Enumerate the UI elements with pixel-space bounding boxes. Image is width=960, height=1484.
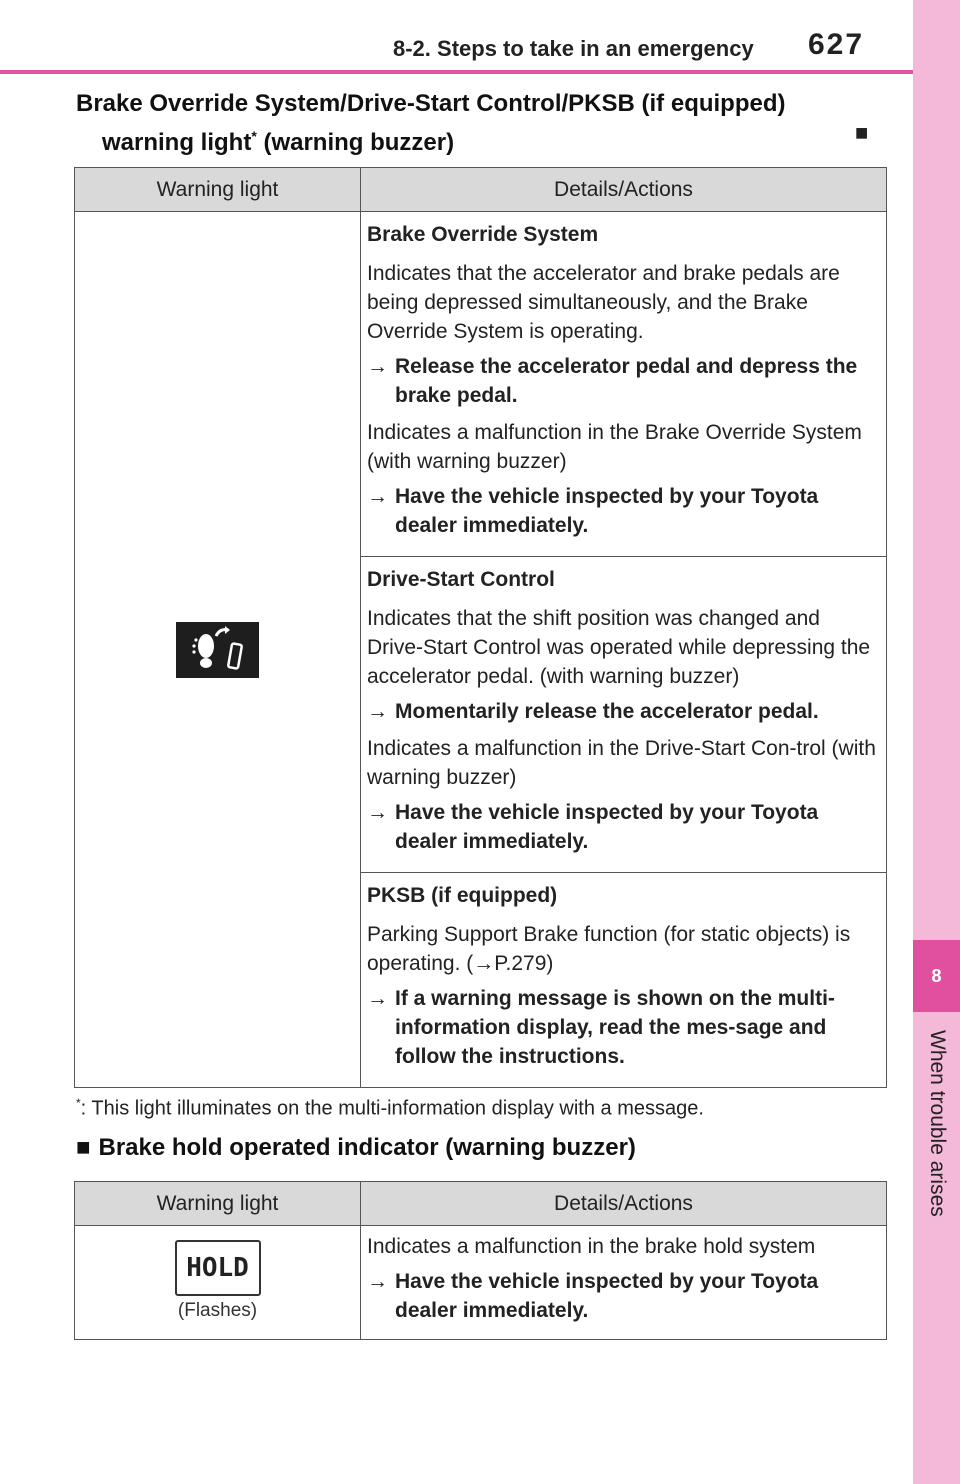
details-brake-override: Brake Override System Indicates that the accelerator and brake pedals are being depressed simultaneously, and the Brake Override System is operating. → Release the accelerator pedal and depress the brake pedal. Indicates a malfunction in the Brake Override System (with warning buzzer) → Have the vehicle inspected by your Toyota dealer immediately. bbox=[361, 212, 887, 557]
arrow-icon: → bbox=[367, 485, 388, 508]
details-brake-hold: Indicates a malfunction in the brake hold system → Have the vehicle inspected by your Toyota dealer immediately. bbox=[361, 1226, 887, 1340]
arrow-icon: → bbox=[367, 801, 388, 824]
section-title bbox=[76, 88, 876, 159]
section-square-icon: ■ bbox=[855, 120, 869, 145]
page-number: 627 bbox=[808, 28, 865, 61]
section-title-line1: Brake Override System/Drive-Start Control/PKSB (if equipped) bbox=[76, 90, 786, 117]
chapter-number-badge: 8 bbox=[913, 940, 960, 1012]
warning-table-2 bbox=[74, 1181, 887, 1340]
hold-indicator-icon: HOLD bbox=[175, 1240, 261, 1296]
arrow-icon: → bbox=[367, 355, 388, 378]
arrow-icon: → bbox=[367, 987, 388, 1010]
table-header-warning-light: Warning light bbox=[75, 1182, 361, 1226]
table-header-details: Details/Actions bbox=[361, 168, 887, 212]
arrow-icon: → bbox=[367, 1270, 388, 1293]
details-drive-start-control: Drive-Start Control Indicates that the shift position was changed and Drive-Start Control was operated while depressing the accelerator pedal. (with warning buzzer) → Momentarily release the accelerator pedal. Indicates a malfunction in the Drive-Start Con-trol (with warning buzzer) → Have the vehicle inspected by your Toyota dealer immediately. bbox=[361, 557, 887, 873]
subsection-title: ■ Brake hold operated indicator (warning buzzer) bbox=[76, 1134, 636, 1161]
section-title-line2: warning light* (warning buzzer) bbox=[102, 128, 455, 156]
warning-light-cell bbox=[75, 212, 361, 1088]
side-tab-bar bbox=[913, 0, 960, 1484]
flashes-caption: (Flashes) bbox=[177, 1300, 258, 1321]
warning-table-1 bbox=[74, 167, 887, 1088]
header-divider bbox=[0, 70, 913, 74]
pedal-warning-icon bbox=[176, 622, 259, 678]
chapter-label: When trouble arises bbox=[926, 1030, 949, 1217]
arrow-icon: → bbox=[367, 700, 388, 723]
details-pksb: PKSB (if equipped) Parking Support Brake function (for static objects) is operating. (→P.279) → If a warning message is shown on the multi-information display, read the mes-sage and follow the instructions. bbox=[361, 873, 887, 1088]
table-header-warning-light: Warning light bbox=[75, 168, 361, 212]
section-header-title: 8-2. Steps to take in an emergency bbox=[393, 36, 754, 61]
hold-light-cell bbox=[75, 1226, 361, 1340]
footnote: *: This light illuminates on the multi-information display with a message. bbox=[76, 1096, 704, 1120]
square-bullet-icon: ■ bbox=[76, 1134, 91, 1161]
table-header-details: Details/Actions bbox=[361, 1182, 887, 1226]
